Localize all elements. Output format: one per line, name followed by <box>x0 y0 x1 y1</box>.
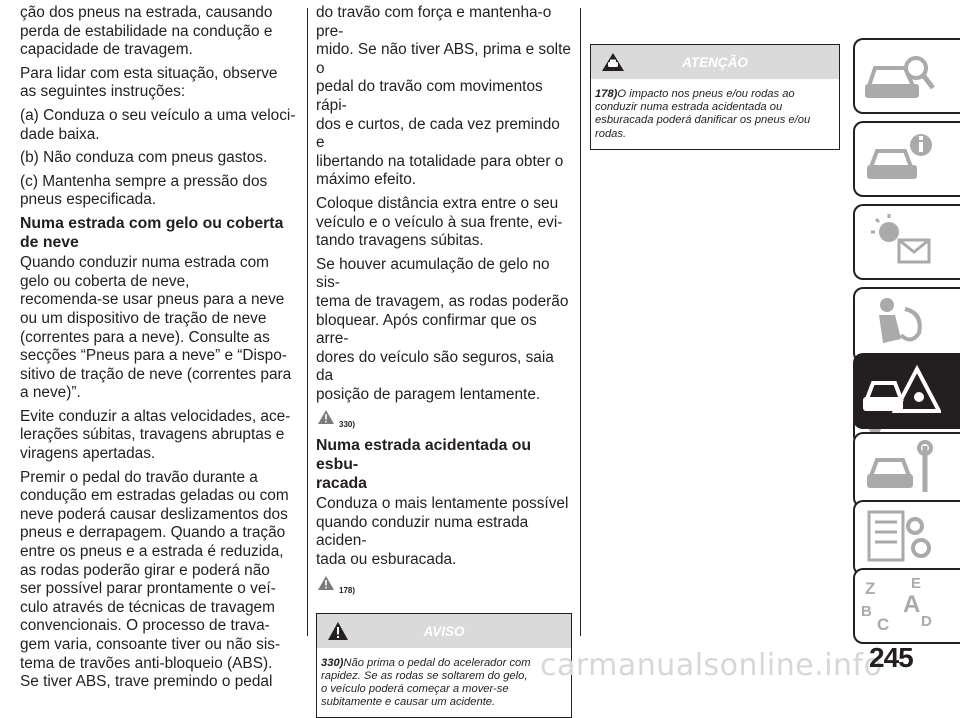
paragraph: Evite conduzir a altas velocidades, ace- lerações súbitas, travagens abruptas e viragens apertadas. <box>20 407 291 463</box>
aviso-header <box>317 614 571 648</box>
tab-safety[interactable] <box>853 287 960 363</box>
paragraph: (c) Mantenha sempre a pressão dos pneus especificada. <box>20 172 268 209</box>
atencao-text <box>591 79 839 149</box>
svg-text:Z: Z <box>865 579 876 598</box>
svg-text:A: A <box>903 591 921 618</box>
atencao-header <box>591 45 839 79</box>
tab-knowing-vehicle[interactable] <box>853 38 960 114</box>
tab-warning-lights[interactable] <box>853 204 960 280</box>
svg-text:C: C <box>877 615 890 634</box>
paragraph: Conduza o mais lentamente possível quando conduzir numa estrada aciden- tada ou esburacada. <box>316 495 569 569</box>
warning-triangle-icon <box>317 575 335 591</box>
car-emergency-icon <box>861 359 941 425</box>
paragraph: Coloque distância extra entre o seu veículo e o veículo à sua frente, evi- tando travagens súbitas. <box>316 194 563 250</box>
aviso-text <box>317 648 571 718</box>
atencao-body: O impacto nos pneus e/ou rodas ao conduzir numa estrada acidentada ou esburacada poderá danificar os pneus e/ou rodas. <box>595 88 811 140</box>
paragraph: Quando conduzir numa estrada com gelo ou coberta de neve, recomenda-se usar pneus para a neve ou um dispositivo de tração de neve (correntes para a neve). Consulte as secções “Pneus para a neve” e “Dispo- sitivo de tração de neve (correntes para a neve)”. <box>20 254 292 402</box>
page-number: 245 <box>869 642 913 673</box>
watermark: carmanualsonline.info <box>540 648 883 683</box>
column-divider <box>580 8 581 636</box>
paragraph: Para lidar com esta situação, observe as seguintes instruções: <box>20 64 278 101</box>
text-column-2 <box>316 4 572 718</box>
svg-text:E: E <box>911 575 922 592</box>
paragraph: (b) Não conduza com pneus gastos. <box>20 149 268 167</box>
atencao-title: ATENÇÃO <box>682 55 748 70</box>
warning-reference[interactable] <box>317 575 572 597</box>
warning-lights-icon <box>861 210 941 276</box>
technical-data-icon <box>861 506 941 572</box>
aviso-title: AVISO <box>423 623 465 639</box>
tab-maintenance[interactable] <box>853 432 960 508</box>
svg-text:B: B <box>861 603 872 620</box>
alphabetical-index-icon <box>861 574 941 640</box>
paragraph: Se houver acumulação de gelo no sis- tema de travagem, as rodas poderão bloquear. Após confirmar que os arre- dores do veículo são seguros, saia da posição de paragem lentamente. <box>316 255 569 403</box>
svg-text:D: D <box>921 613 932 630</box>
tab-emergency[interactable] <box>853 353 960 429</box>
note-number: 330) <box>339 420 356 430</box>
warning-reference[interactable] <box>317 409 572 431</box>
warning-triangle-icon <box>317 409 335 425</box>
tab-index[interactable] <box>853 568 960 644</box>
aviso-box <box>316 613 572 718</box>
section-heading-rough-road: Numa estrada acidentada ou esbu- racada <box>316 437 532 492</box>
atencao-box <box>590 44 840 150</box>
car-search-icon <box>861 44 941 110</box>
paragraph: (a) Conduza o seu veículo a uma veloci- dade baixa. <box>20 106 296 143</box>
paragraph: do travão com força e mantenha-o pre- mido. Se não tiver ABS, prima e solte o pedal do travão com movimentos rápi- dos e curtos, de cada vez premindo e libertando na totalidade para obter o máximo efeito. <box>316 4 571 189</box>
text-column-3 <box>590 44 840 150</box>
aviso-body: Não prima o pedal do acelerador com rapidez. Se as rodas se soltarem do gelo, o veículo poderá começar a mover-se subitamente e causar um acidente. <box>321 656 531 709</box>
aviso-ref: 330) <box>321 656 344 669</box>
text-column-1 <box>20 4 298 697</box>
column-divider <box>307 8 308 636</box>
atencao-ref: 178) <box>595 88 618 100</box>
tab-technical-data[interactable] <box>853 500 960 576</box>
section-heading-ice-snow: Numa estrada com gelo ou coberta de neve <box>20 214 284 251</box>
car-tools-icon <box>861 438 941 504</box>
paragraph: Premir o pedal do travão durante a condução em estradas geladas ou com neve poderá causar deslizamentos dos pneus e derrapagem. Quando a tração entre os pneus e a estrada é reduzida, as rodas poderão girar e poderá não ser possível parar prontamente o veí- culo através de técnicas de travagem convencionais. O processo de trava- gem varia, consoante tiver ou não sis- tema de travões anti-bloqueio (ABS). Se tiver ABS, trave premindo o pedal <box>20 468 289 691</box>
paragraph: ção dos pneus na estrada, causando perda de estabilidade na condução e capacidade de travagem. <box>20 4 273 59</box>
airbag-seat-icon <box>861 293 941 359</box>
tab-instruments[interactable] <box>853 121 960 197</box>
car-info-icon <box>861 127 941 193</box>
note-number: 178) <box>339 585 356 595</box>
